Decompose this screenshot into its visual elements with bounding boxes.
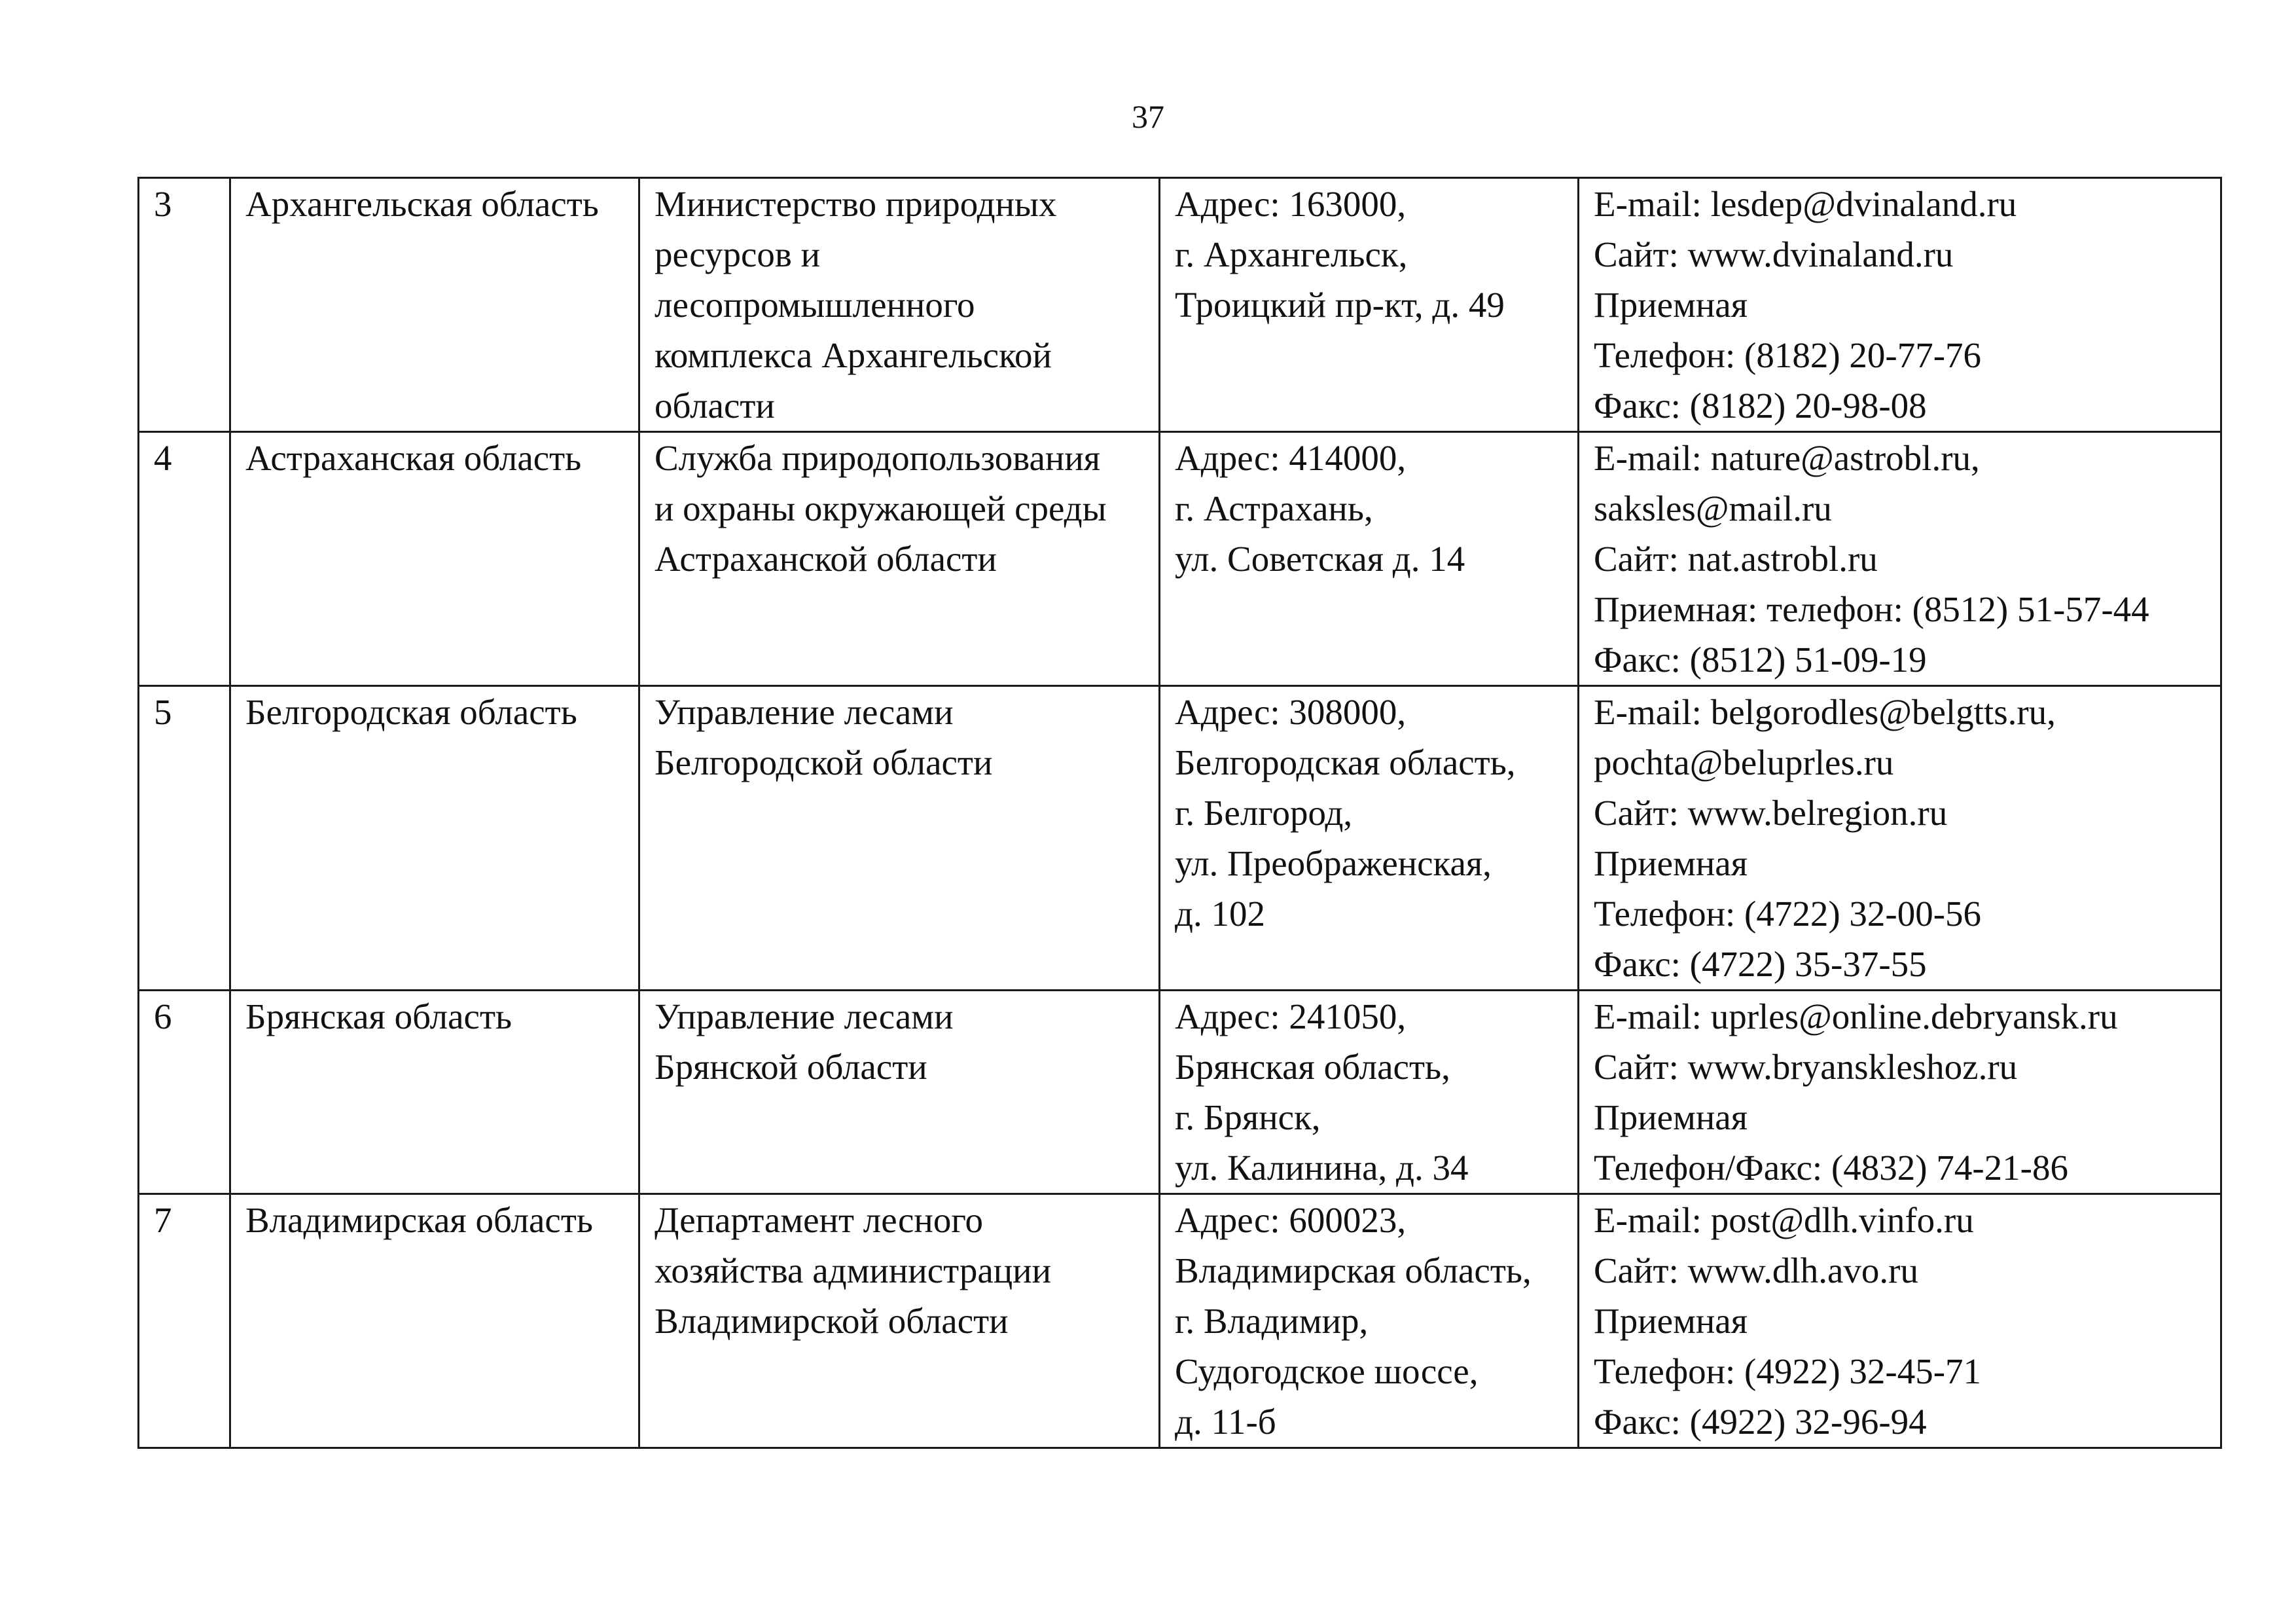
- address-line: ул. Преображенская,: [1175, 843, 1492, 883]
- organization-line: Служба природопользования: [655, 438, 1101, 478]
- contact-line: Приемная: [1594, 1097, 1748, 1137]
- address-line: Владимирская область,: [1175, 1250, 1532, 1290]
- region-name: Владимирская область: [230, 1194, 639, 1448]
- contact-line: Телефон: (4922) 32-45-71: [1594, 1351, 1982, 1391]
- address-line: д. 11-б: [1175, 1402, 1276, 1442]
- row-number: 3: [139, 178, 230, 432]
- region-name: Брянская область: [230, 991, 639, 1194]
- contact-line: saksles@mail.ru: [1594, 488, 1832, 528]
- address-line: г. Владимир,: [1175, 1301, 1369, 1341]
- table-row: [139, 1194, 2221, 1448]
- address-line: Судогодское шоссе,: [1175, 1351, 1479, 1391]
- table-body: [139, 178, 2221, 1448]
- contacts-cell: [1579, 178, 2221, 432]
- contact-line: E-mail: post@dlh.vinfo.ru: [1594, 1200, 1974, 1240]
- address-line: Адрес: 414000,: [1175, 438, 1407, 478]
- organization-line: Брянской области: [655, 1047, 927, 1087]
- organization-cell: [639, 432, 1160, 686]
- region-name: Астраханская область: [230, 432, 639, 686]
- contact-line: Факс: (4722) 35-37-55: [1594, 944, 1927, 984]
- address-line: г. Брянск,: [1175, 1097, 1321, 1137]
- contact-line: Приемная: [1594, 285, 1748, 325]
- address-line: г. Астрахань,: [1175, 488, 1373, 528]
- organization-cell: [639, 991, 1160, 1194]
- address-line: ул. Советская д. 14: [1175, 539, 1465, 579]
- address-line: Адрес: 163000,: [1175, 184, 1407, 224]
- contact-line: Сайт: www.belregion.ru: [1594, 793, 1948, 833]
- contact-line: E-mail: belgorodles@belgtts.ru,: [1594, 692, 2056, 732]
- contacts-table: [137, 177, 2222, 1449]
- contacts-cell: [1579, 991, 2221, 1194]
- contact-line: Факс: (8182) 20-98-08: [1594, 386, 1927, 426]
- table-row: [139, 178, 2221, 432]
- contact-line: E-mail: lesdep@dvinaland.ru: [1594, 184, 2017, 224]
- organization-line: Департамент лесного: [655, 1200, 984, 1240]
- contact-line: Факс: (4922) 32-96-94: [1594, 1402, 1927, 1442]
- contacts-cell: [1579, 1194, 2221, 1448]
- contact-line: pochta@beluprles.ru: [1594, 742, 1894, 782]
- address-line: Брянская область,: [1175, 1047, 1450, 1087]
- organization-cell: [639, 1194, 1160, 1448]
- address-line: д. 102: [1175, 894, 1265, 934]
- organization-line: хозяйства администрации: [655, 1250, 1052, 1290]
- organization-cell: [639, 686, 1160, 991]
- contact-line: Телефон: (8182) 20-77-76: [1594, 335, 1982, 375]
- address-cell: [1160, 178, 1579, 432]
- organization-line: Управление лесами: [655, 996, 954, 1036]
- row-number: 7: [139, 1194, 230, 1448]
- address-cell: [1160, 432, 1579, 686]
- organization-line: Владимирской области: [655, 1301, 1009, 1341]
- address-line: г. Белгород,: [1175, 793, 1353, 833]
- contact-line: Приемная: [1594, 1301, 1748, 1341]
- address-cell: [1160, 991, 1579, 1194]
- region-name: Архангельская область: [230, 178, 639, 432]
- contact-line: Факс: (8512) 51-09-19: [1594, 640, 1927, 680]
- organization-line: Управление лесами: [655, 692, 954, 732]
- page-number: 37: [1132, 98, 1164, 135]
- contact-line: Сайт: www.bryanskleshoz.ru: [1594, 1047, 2018, 1087]
- contacts-cell: [1579, 686, 2221, 991]
- organization-line: лесопромышленного: [655, 285, 975, 325]
- organization-line: комплекса Архангельской: [655, 335, 1052, 375]
- row-number: 4: [139, 432, 230, 686]
- contact-line: E-mail: uprles@online.debryansk.ru: [1594, 996, 2118, 1036]
- contact-line: E-mail: nature@astrobl.ru,: [1594, 438, 1980, 478]
- organization-line: Белгородской области: [655, 742, 993, 782]
- contact-line: Телефон/Факс: (4832) 74-21-86: [1594, 1148, 2068, 1188]
- address-cell: [1160, 1194, 1579, 1448]
- organization-line: Министерство природных: [655, 184, 1057, 224]
- table-row: [139, 991, 2221, 1194]
- contact-line: Приемная: [1594, 843, 1748, 883]
- organization-line: и охраны окружающей среды: [655, 488, 1107, 528]
- address-line: Троицкий пр-кт, д. 49: [1175, 285, 1505, 325]
- address-line: Адрес: 308000,: [1175, 692, 1407, 732]
- row-number: 6: [139, 991, 230, 1194]
- contact-line: Приемная: телефон: (8512) 51-57-44: [1594, 589, 2149, 629]
- organization-line: ресурсов и: [655, 234, 821, 274]
- address-line: г. Архангельск,: [1175, 234, 1408, 274]
- contact-line: Сайт: www.dvinaland.ru: [1594, 234, 1954, 274]
- address-line: Адрес: 241050,: [1175, 996, 1407, 1036]
- row-number: 5: [139, 686, 230, 991]
- address-line: Адрес: 600023,: [1175, 1200, 1407, 1240]
- organization-line: Астраханской области: [655, 539, 997, 579]
- region-name: Белгородская область: [230, 686, 639, 991]
- table-row: [139, 432, 2221, 686]
- contact-line: Сайт: www.dlh.avo.ru: [1594, 1250, 1918, 1290]
- table-row: [139, 686, 2221, 991]
- organization-line: области: [655, 386, 775, 426]
- contact-line: Сайт: nat.astrobl.ru: [1594, 539, 1878, 579]
- address-line: Белгородская область,: [1175, 742, 1516, 782]
- address-cell: [1160, 686, 1579, 991]
- contact-line: Телефон: (4722) 32-00-56: [1594, 894, 1982, 934]
- contacts-cell: [1579, 432, 2221, 686]
- organization-cell: [639, 178, 1160, 432]
- address-line: ул. Калинина, д. 34: [1175, 1148, 1469, 1188]
